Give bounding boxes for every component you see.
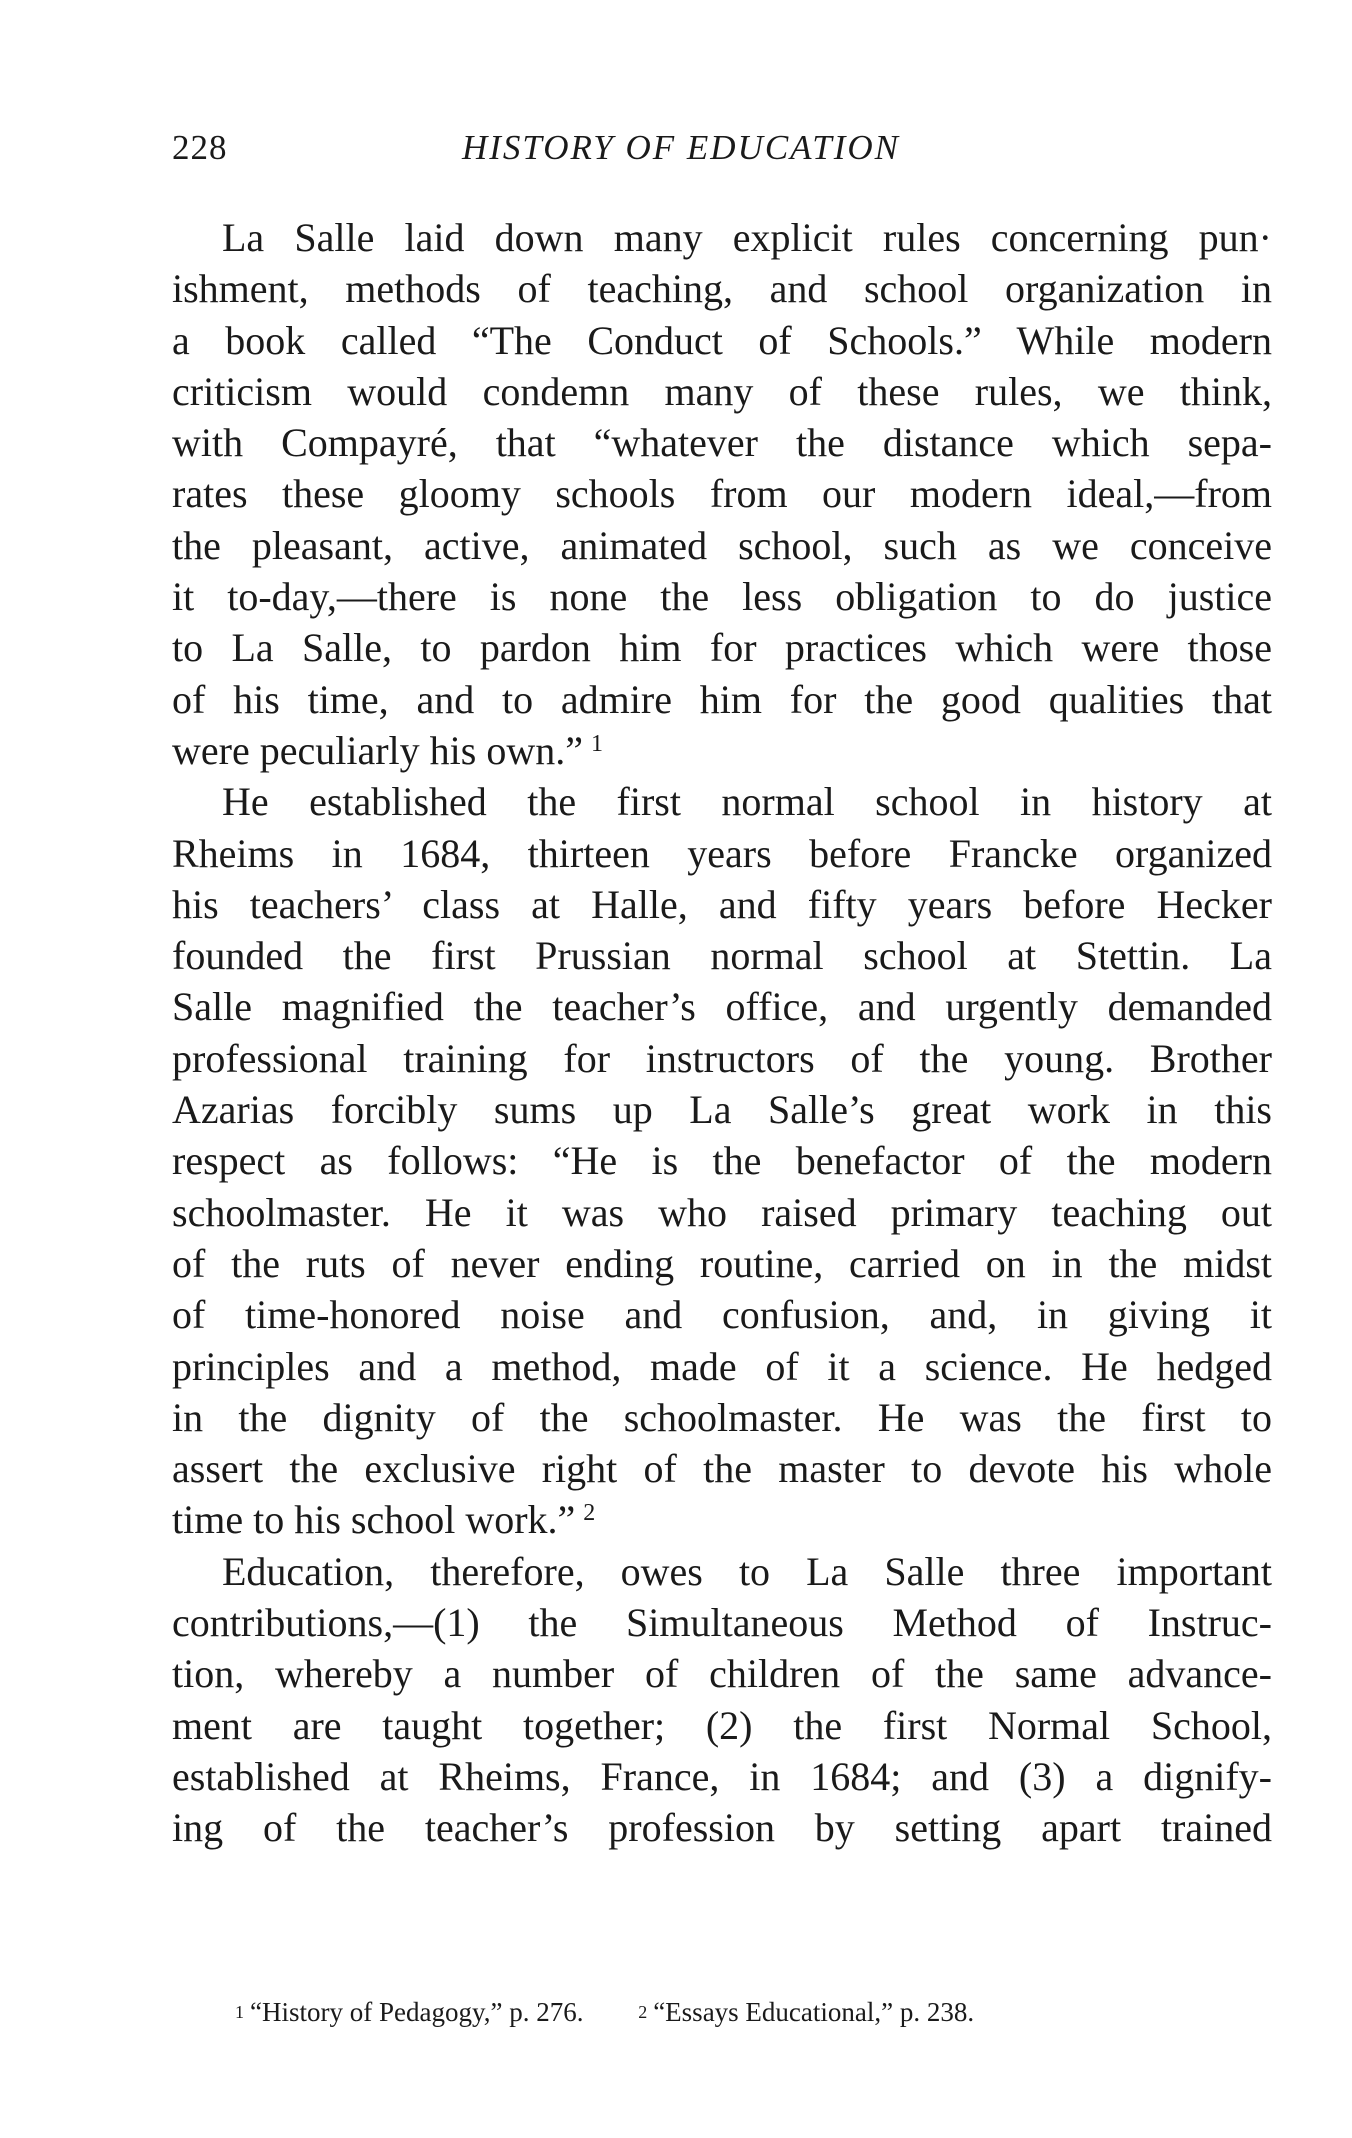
- text-line-content: were peculiarly his own.”: [172, 727, 583, 773]
- footnote-reference: 1: [590, 730, 603, 757]
- text-line: tion, whereby a number of children of the same advance-: [172, 1651, 1272, 1697]
- paragraph-2: [172, 776, 1272, 1545]
- footnote-text: “History of Pedagogy,” p. 276.: [250, 1997, 584, 2027]
- text-line: of time-honored noise and confusion, and, in giving it: [172, 1292, 1272, 1338]
- footnote-text: “Essays Educational,” p. 238.: [653, 1997, 975, 2027]
- text-line: of his time, and to admire him for the good qualities that: [172, 676, 1272, 722]
- text-line: criticism would condemn many of these rules, we think,: [172, 368, 1272, 414]
- text-line: La Salle laid down many explicit rules concerning pun·: [222, 215, 1272, 260]
- text-line: professional training for instructors of the young. Brother: [172, 1035, 1272, 1081]
- paragraph-1: [172, 212, 1272, 776]
- text-line: rates these gloomy schools from our modern ideal,—from: [172, 471, 1272, 517]
- footnote: [235, 1995, 583, 2029]
- text-line: assert the exclusive right of the master to devote his whole: [172, 1446, 1272, 1492]
- text-line: ishment, methods of teaching, and school organization in: [172, 266, 1272, 312]
- footnote-mark: 2: [638, 2002, 648, 2022]
- footnotes: [235, 1995, 1235, 2029]
- text-line: his teachers’ class at Halle, and fifty years before Hecker: [172, 881, 1272, 927]
- text-line: founded the first Prussian normal school at Stettin. La: [172, 933, 1272, 979]
- text-line: [172, 725, 1272, 776]
- text-line: ment are taught together; (2) the first Normal School,: [172, 1702, 1272, 1748]
- text-line: He established the first normal school in history at: [222, 779, 1272, 825]
- text-line: a book called “The Conduct of Schools.” While modern: [172, 317, 1272, 363]
- text-line: schoolmaster. He it was who raised primary teaching out: [172, 1189, 1272, 1235]
- text-line: Azarias forcibly sums up La Salle’s great work in this: [172, 1087, 1272, 1133]
- body-text: [172, 212, 1272, 1854]
- text-line: with Compayré, that “whatever the distance which sepa-: [172, 420, 1272, 466]
- text-line: [172, 1494, 1272, 1545]
- text-line: respect as follows: “He is the benefactor of the modern: [172, 1138, 1272, 1184]
- page-number: 228: [172, 128, 228, 167]
- running-head-title: HISTORY OF EDUCATION: [462, 128, 901, 167]
- text-line: Salle magnified the teacher’s office, and urgently demanded: [172, 984, 1272, 1030]
- text-line: to La Salle, to pardon him for practices which were those: [172, 625, 1272, 671]
- text-line: it to-day,—there is none the less obligation to do justice: [172, 574, 1272, 620]
- text-line: ing of the teacher’s profession by setting apart trained: [172, 1805, 1272, 1851]
- text-line: principles and a method, made of it a science. He hedged: [172, 1343, 1272, 1389]
- text-line: established at Rheims, France, in 1684; and (3) a dignify-: [172, 1753, 1272, 1799]
- running-header: [172, 128, 1272, 178]
- text-line-content: time to his school work.”: [172, 1497, 576, 1543]
- text-line: contributions,—(1) the Simultaneous Method of Instruc-: [172, 1600, 1272, 1646]
- footnote-reference: 2: [583, 1500, 596, 1527]
- text-line: Rheims in 1684, thirteen years before Francke organized: [172, 830, 1272, 876]
- text-line: in the dignity of the schoolmaster. He was the first to: [172, 1394, 1272, 1440]
- footnote: [638, 1995, 974, 2029]
- footnote-mark: 1: [235, 2002, 244, 2022]
- text-line: of the ruts of never ending routine, carried on in the midst: [172, 1240, 1272, 1286]
- text-line: the pleasant, active, animated school, such as we conceive: [172, 522, 1272, 568]
- paragraph-3: [172, 1546, 1272, 1854]
- text-line: Education, therefore, owes to La Salle three important: [222, 1548, 1272, 1594]
